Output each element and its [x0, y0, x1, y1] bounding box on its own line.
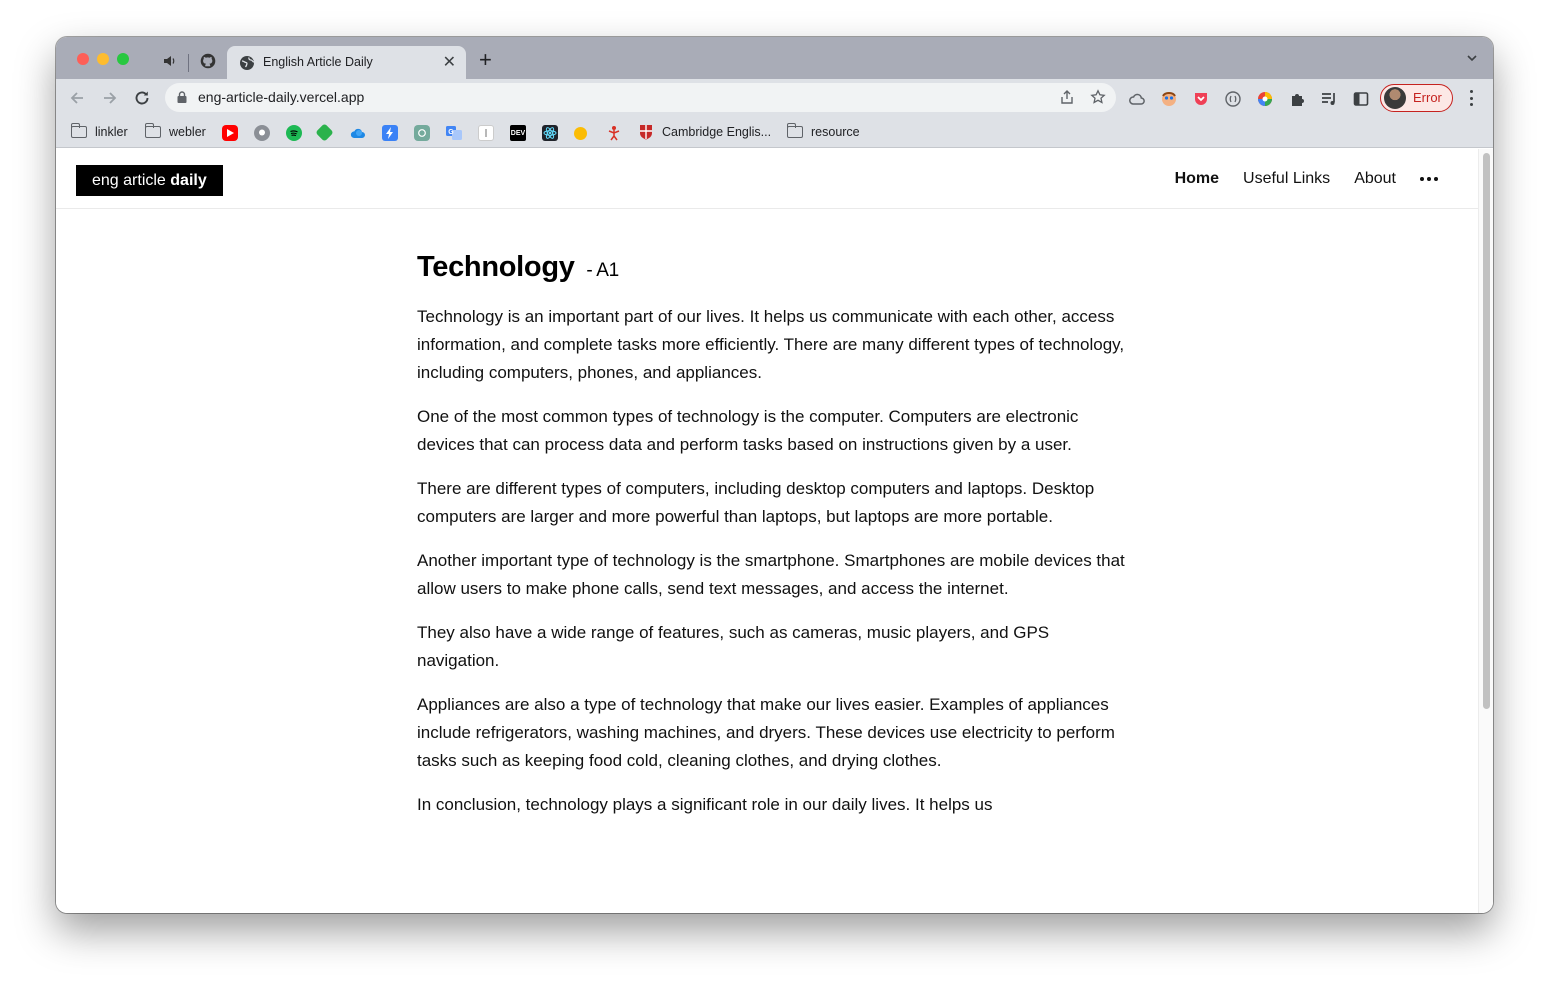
page-viewport	[56, 149, 1493, 913]
chatgpt-icon[interactable]	[414, 125, 430, 141]
logo-text-regular: eng article	[92, 172, 171, 189]
article-paragraph: One of the most common types of technology is the computer. Computers are electronic devices that can process data and perform tasks based on instructions given by a user.	[417, 407, 1079, 454]
site-logo[interactable]	[76, 165, 223, 196]
more-menu-icon[interactable]	[1420, 170, 1438, 188]
nav-about-link[interactable]: About	[1354, 170, 1396, 187]
bolt-icon[interactable]	[382, 125, 398, 141]
scrollbar-thumb[interactable]	[1483, 153, 1490, 709]
extensions-puzzle-icon[interactable]	[1288, 90, 1306, 108]
bookmark-label: webler	[169, 125, 206, 139]
github-icon	[200, 53, 216, 69]
speaker-icon[interactable]	[159, 51, 179, 71]
profile-button[interactable]	[1380, 84, 1453, 112]
react-icon[interactable]	[542, 125, 558, 141]
pocket-extension-icon[interactable]	[1192, 90, 1210, 108]
document-icon[interactable]	[478, 125, 494, 141]
folder-icon	[71, 126, 87, 138]
tab-title: English Article Daily	[263, 55, 373, 69]
star-icon[interactable]	[1090, 89, 1106, 105]
avatar	[1384, 87, 1406, 109]
lock-icon	[177, 91, 187, 103]
article	[417, 249, 1127, 835]
forward-button[interactable]	[99, 87, 121, 109]
globe-icon	[239, 55, 255, 71]
svg-text:G: G	[448, 129, 454, 136]
youtube-icon[interactable]	[222, 125, 238, 141]
article-paragraph: In conclusion, technology plays a significant role in our daily lives. It helps us	[417, 795, 993, 814]
dev-icon[interactable]: DEV	[510, 125, 526, 141]
close-window-button[interactable]	[77, 53, 89, 65]
close-tab-icon[interactable]: ✕	[442, 54, 456, 71]
cloud-extension-icon[interactable]	[1128, 90, 1146, 108]
zoom-window-button[interactable]	[117, 53, 129, 65]
nav-home-link[interactable]: Home	[1174, 170, 1220, 187]
article-level: - A1	[586, 260, 619, 281]
github-icon[interactable]	[254, 125, 270, 141]
arrow-left-icon	[68, 89, 86, 107]
spotify-icon[interactable]	[286, 125, 302, 141]
figure-icon[interactable]	[606, 125, 622, 141]
bookmark-label: linkler	[95, 125, 128, 139]
pinned-tab-separator	[188, 54, 189, 72]
bookmark-folder-linkler[interactable]	[71, 123, 128, 141]
bookmarks-bar	[56, 117, 1493, 148]
article-title	[417, 249, 1127, 289]
nav-useful-links-link[interactable]: Useful Links	[1243, 170, 1331, 187]
color-picker-extension-icon[interactable]	[1256, 90, 1274, 108]
browser-menu-icon[interactable]	[1464, 89, 1478, 107]
google-translate-icon[interactable]	[446, 125, 462, 141]
site-header	[56, 149, 1478, 209]
logo-text-bold: daily	[170, 172, 207, 189]
article-paragraph: Appliances are also a type of technology that make our lives easier. Examples of appliances include refrigerators, washing machines, and dryers. These devices use electricity to perform tasks such as keeping food cold, cleaning clothes, and drying clothes.	[417, 695, 1115, 770]
article-title-text: Technology	[417, 251, 575, 283]
bookmark-cambridge[interactable]	[638, 123, 771, 141]
tab-search-icon[interactable]	[1465, 51, 1479, 65]
cloud-icon[interactable]	[350, 125, 366, 141]
bookmark-folder-resource[interactable]	[787, 123, 860, 141]
dot-icon[interactable]	[574, 127, 587, 140]
url-text: eng-article-daily.vercel.app	[198, 89, 365, 105]
article-paragraph: They also have a wide range of features, such as cameras, music players, and GPS navigation.	[417, 623, 1050, 670]
article-paragraph: There are different types of computers, including desktop computers and laptops. Desktop computers are larger and more powerful than laptops, but laptops are more portable.	[417, 479, 1095, 526]
site-nav	[1151, 170, 1438, 188]
address-bar[interactable]	[165, 83, 1116, 112]
github-pinned-tab[interactable]	[198, 51, 218, 71]
reload-icon	[133, 89, 151, 107]
browser-toolbar	[56, 79, 1493, 117]
article-paragraph: Another important type of technology is the smartphone. Smartphones are mobile devices that allow users to make phone calls, send text messages, and access the internet.	[417, 551, 1125, 598]
folder-icon	[145, 126, 161, 138]
reload-button[interactable]	[131, 87, 153, 109]
page-scrollbar[interactable]	[1478, 149, 1493, 913]
back-button[interactable]	[66, 87, 88, 109]
new-tab-button[interactable]: +	[479, 47, 492, 72]
share-icon[interactable]	[1059, 89, 1075, 105]
profile-status-label: Error	[1413, 90, 1442, 105]
bookmark-label: Cambridge Englis...	[662, 125, 772, 139]
active-tab[interactable]	[227, 46, 466, 80]
tab-strip	[56, 37, 1493, 79]
browser-window	[56, 37, 1493, 913]
side-panel-icon[interactable]	[1352, 90, 1370, 108]
cambridge-icon	[638, 124, 654, 140]
feedly-icon[interactable]	[315, 123, 333, 141]
media-controls-icon[interactable]	[1320, 90, 1338, 108]
bookmark-folder-webler[interactable]	[145, 123, 206, 141]
article-paragraph: Technology is an important part of our lives. It helps us communicate with each other, access information, and complete tasks more efficiently. There are many different types of technology, including computers, phones, and appliances.	[417, 307, 1125, 382]
circle-extension-icon[interactable]	[1224, 90, 1242, 108]
arrow-right-icon	[101, 89, 119, 107]
folder-icon	[787, 126, 803, 138]
face-extension-icon[interactable]	[1160, 90, 1178, 108]
minimize-window-button[interactable]	[97, 53, 109, 65]
bookmark-label: resource	[811, 125, 860, 139]
